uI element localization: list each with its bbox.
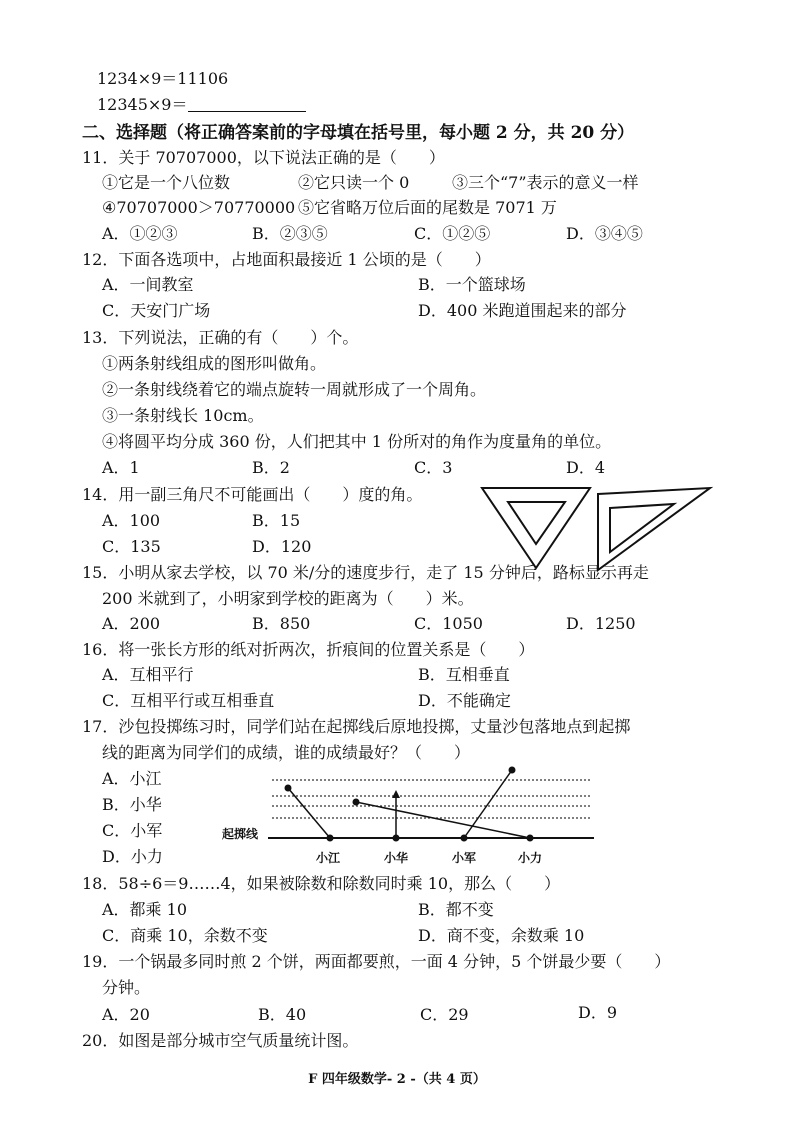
q16-option-b[interactable]: B．互相垂直 bbox=[418, 665, 510, 684]
q20-stem: 20．如图是部分城市空气质量统计图。 bbox=[82, 1031, 359, 1050]
q13-option-a[interactable]: A．1 bbox=[102, 458, 140, 477]
q16-option-d[interactable]: D．不能确定 bbox=[418, 691, 511, 710]
q19-option-d[interactable]: D．9 bbox=[578, 1003, 618, 1022]
q12-stem: 12．下面各选项中，占地面积最接近 1 公顷的是（ ） bbox=[82, 250, 491, 269]
q11-statement-4: ④70707000＞70770000 bbox=[102, 198, 296, 217]
q14-option-c[interactable]: C．135 bbox=[102, 537, 161, 556]
q11-option-d[interactable]: D．③④⑤ bbox=[566, 224, 643, 243]
q19-option-c[interactable]: C．29 bbox=[420, 1005, 469, 1024]
distance-guide-lines bbox=[272, 780, 592, 818]
q19-stem-2: 分钟。 bbox=[102, 978, 151, 997]
calc-line-2 bbox=[97, 94, 306, 116]
q19-stem-1: 19．一个锅最多同时煎 2 个饼，两面都要煎，一面 4 分钟，5 个饼最少要（ ） bbox=[82, 952, 671, 971]
calc-line-2-prefix: 12345×9＝ bbox=[97, 95, 188, 114]
q13-stem: 13．下列说法，正确的有（ ）个。 bbox=[82, 328, 359, 347]
path-xiaojiang bbox=[285, 785, 334, 842]
q16-option-c[interactable]: C．互相平行或互相垂直 bbox=[102, 691, 275, 710]
q17-stem-1: 17．沙包投掷练习时，同学们站在起掷线后原地投掷，丈量沙包落地点到起掷 bbox=[82, 717, 631, 736]
name-xiaoli: 小力 bbox=[518, 851, 543, 865]
q11-statement-1: ①它是一个八位数 bbox=[102, 173, 231, 192]
answer-blank[interactable] bbox=[188, 95, 306, 112]
q14-option-a[interactable]: A．100 bbox=[102, 511, 161, 530]
name-xiaojun: 小军 bbox=[452, 851, 477, 865]
q19-option-b[interactable]: B．40 bbox=[258, 1005, 307, 1024]
calc-line-1: 1234×9＝11106 bbox=[97, 69, 229, 88]
q13-option-c[interactable]: C．3 bbox=[414, 458, 453, 477]
q15-option-b[interactable]: B．850 bbox=[252, 614, 311, 633]
q12-option-b[interactable]: B．一个篮球场 bbox=[418, 275, 526, 294]
q13-option-d[interactable]: D．4 bbox=[566, 458, 606, 477]
q11-stem: 11．关于 70707000，以下说法正确的是（ ） bbox=[82, 148, 445, 167]
q18-option-c[interactable]: C．商乘 10，余数不变 bbox=[102, 926, 268, 945]
q17-stem-2: 线的距离为同学们的成绩，谁的成绩最好？（ ） bbox=[102, 743, 471, 762]
q17-option-d[interactable]: D．小力 bbox=[102, 847, 163, 866]
path-xiaohua bbox=[392, 790, 400, 842]
q18-option-d[interactable]: D．商不变，余数乘 10 bbox=[418, 926, 585, 945]
name-xiaojiang: 小江 bbox=[316, 851, 341, 865]
q13-statement-2: ②一条射线绕着它的端点旋转一周就形成了一个周角。 bbox=[102, 380, 487, 399]
throwing-figure bbox=[220, 762, 600, 870]
q15-option-d[interactable]: D．1250 bbox=[566, 614, 636, 633]
q13-statement-3: ③一条射线长 10cm。 bbox=[102, 406, 264, 425]
q11-statement-5: ⑤它省略万位后面的尾数是 7071 万 bbox=[298, 198, 557, 217]
q13-statement-1: ①两条射线组成的图形叫做角。 bbox=[102, 354, 327, 373]
q18-option-b[interactable]: B．都不变 bbox=[418, 900, 494, 919]
q14-option-d[interactable]: D．120 bbox=[252, 537, 312, 556]
triangle-ruler-2 bbox=[598, 488, 710, 570]
throw-line-label: 起掷线 bbox=[222, 827, 259, 841]
q11-statement-3: ③三个“7”表示的意义一样 bbox=[452, 173, 639, 192]
name-xiaohua: 小华 bbox=[384, 851, 409, 865]
page-footer: F 四年级数学- 2 -（共 4 页） bbox=[308, 1072, 486, 1087]
q15-option-c[interactable]: C．1050 bbox=[414, 614, 483, 633]
q11-option-b[interactable]: B．②③⑤ bbox=[252, 224, 328, 243]
path-xiaojun bbox=[461, 767, 516, 842]
q11-option-a[interactable]: A．①②③ bbox=[102, 224, 178, 243]
triangle-ruler-1 bbox=[482, 488, 590, 568]
q17-option-b[interactable]: B．小华 bbox=[102, 795, 162, 814]
q18-option-a[interactable]: A．都乘 10 bbox=[102, 900, 188, 919]
q11-statement-2: ②它只读一个 0 bbox=[298, 173, 410, 192]
q16-stem: 16．将一张长方形的纸对折两次，折痕间的位置关系是（ ） bbox=[82, 640, 535, 659]
path-xiaoli bbox=[353, 799, 534, 842]
q13-statement-4: ④将圆平均分成 360 份，人们把其中 1 份所对的角作为度量角的单位。 bbox=[102, 432, 612, 451]
section-title: 二、选择题（将正确答案前的字母填在括号里，每小题 2 分，共 20 分） bbox=[82, 123, 635, 143]
q12-option-c[interactable]: C．天安门广场 bbox=[102, 301, 211, 320]
q16-option-a[interactable]: A．互相平行 bbox=[102, 665, 194, 684]
q18-stem: 18．58÷6＝9……4，如果被除数和除数同时乘 10，那么（ ） bbox=[82, 874, 561, 893]
q17-option-c[interactable]: C．小军 bbox=[102, 821, 163, 840]
q13-option-b[interactable]: B．2 bbox=[252, 458, 290, 477]
q14-option-b[interactable]: B．15 bbox=[252, 511, 301, 530]
q15-stem-1: 15．小明从家去学校，以 70 米/分的速度步行，走了 15 分钟后，路标显示再走 bbox=[82, 563, 649, 582]
q12-option-d[interactable]: D．400 米跑道围起来的部分 bbox=[418, 301, 627, 320]
q19-option-a[interactable]: A．20 bbox=[102, 1005, 150, 1024]
q12-option-a[interactable]: A．一间教室 bbox=[102, 275, 194, 294]
q14-stem: 14．用一副三角尺不可能画出（ ）度的角。 bbox=[82, 485, 423, 504]
q15-stem-2: 200 米就到了，小明家到学校的距离为（ ）米。 bbox=[102, 589, 474, 608]
q11-option-c[interactable]: C．①②⑤ bbox=[414, 224, 491, 243]
q15-option-a[interactable]: A．200 bbox=[102, 614, 161, 633]
q17-option-a[interactable]: A．小江 bbox=[102, 769, 162, 788]
